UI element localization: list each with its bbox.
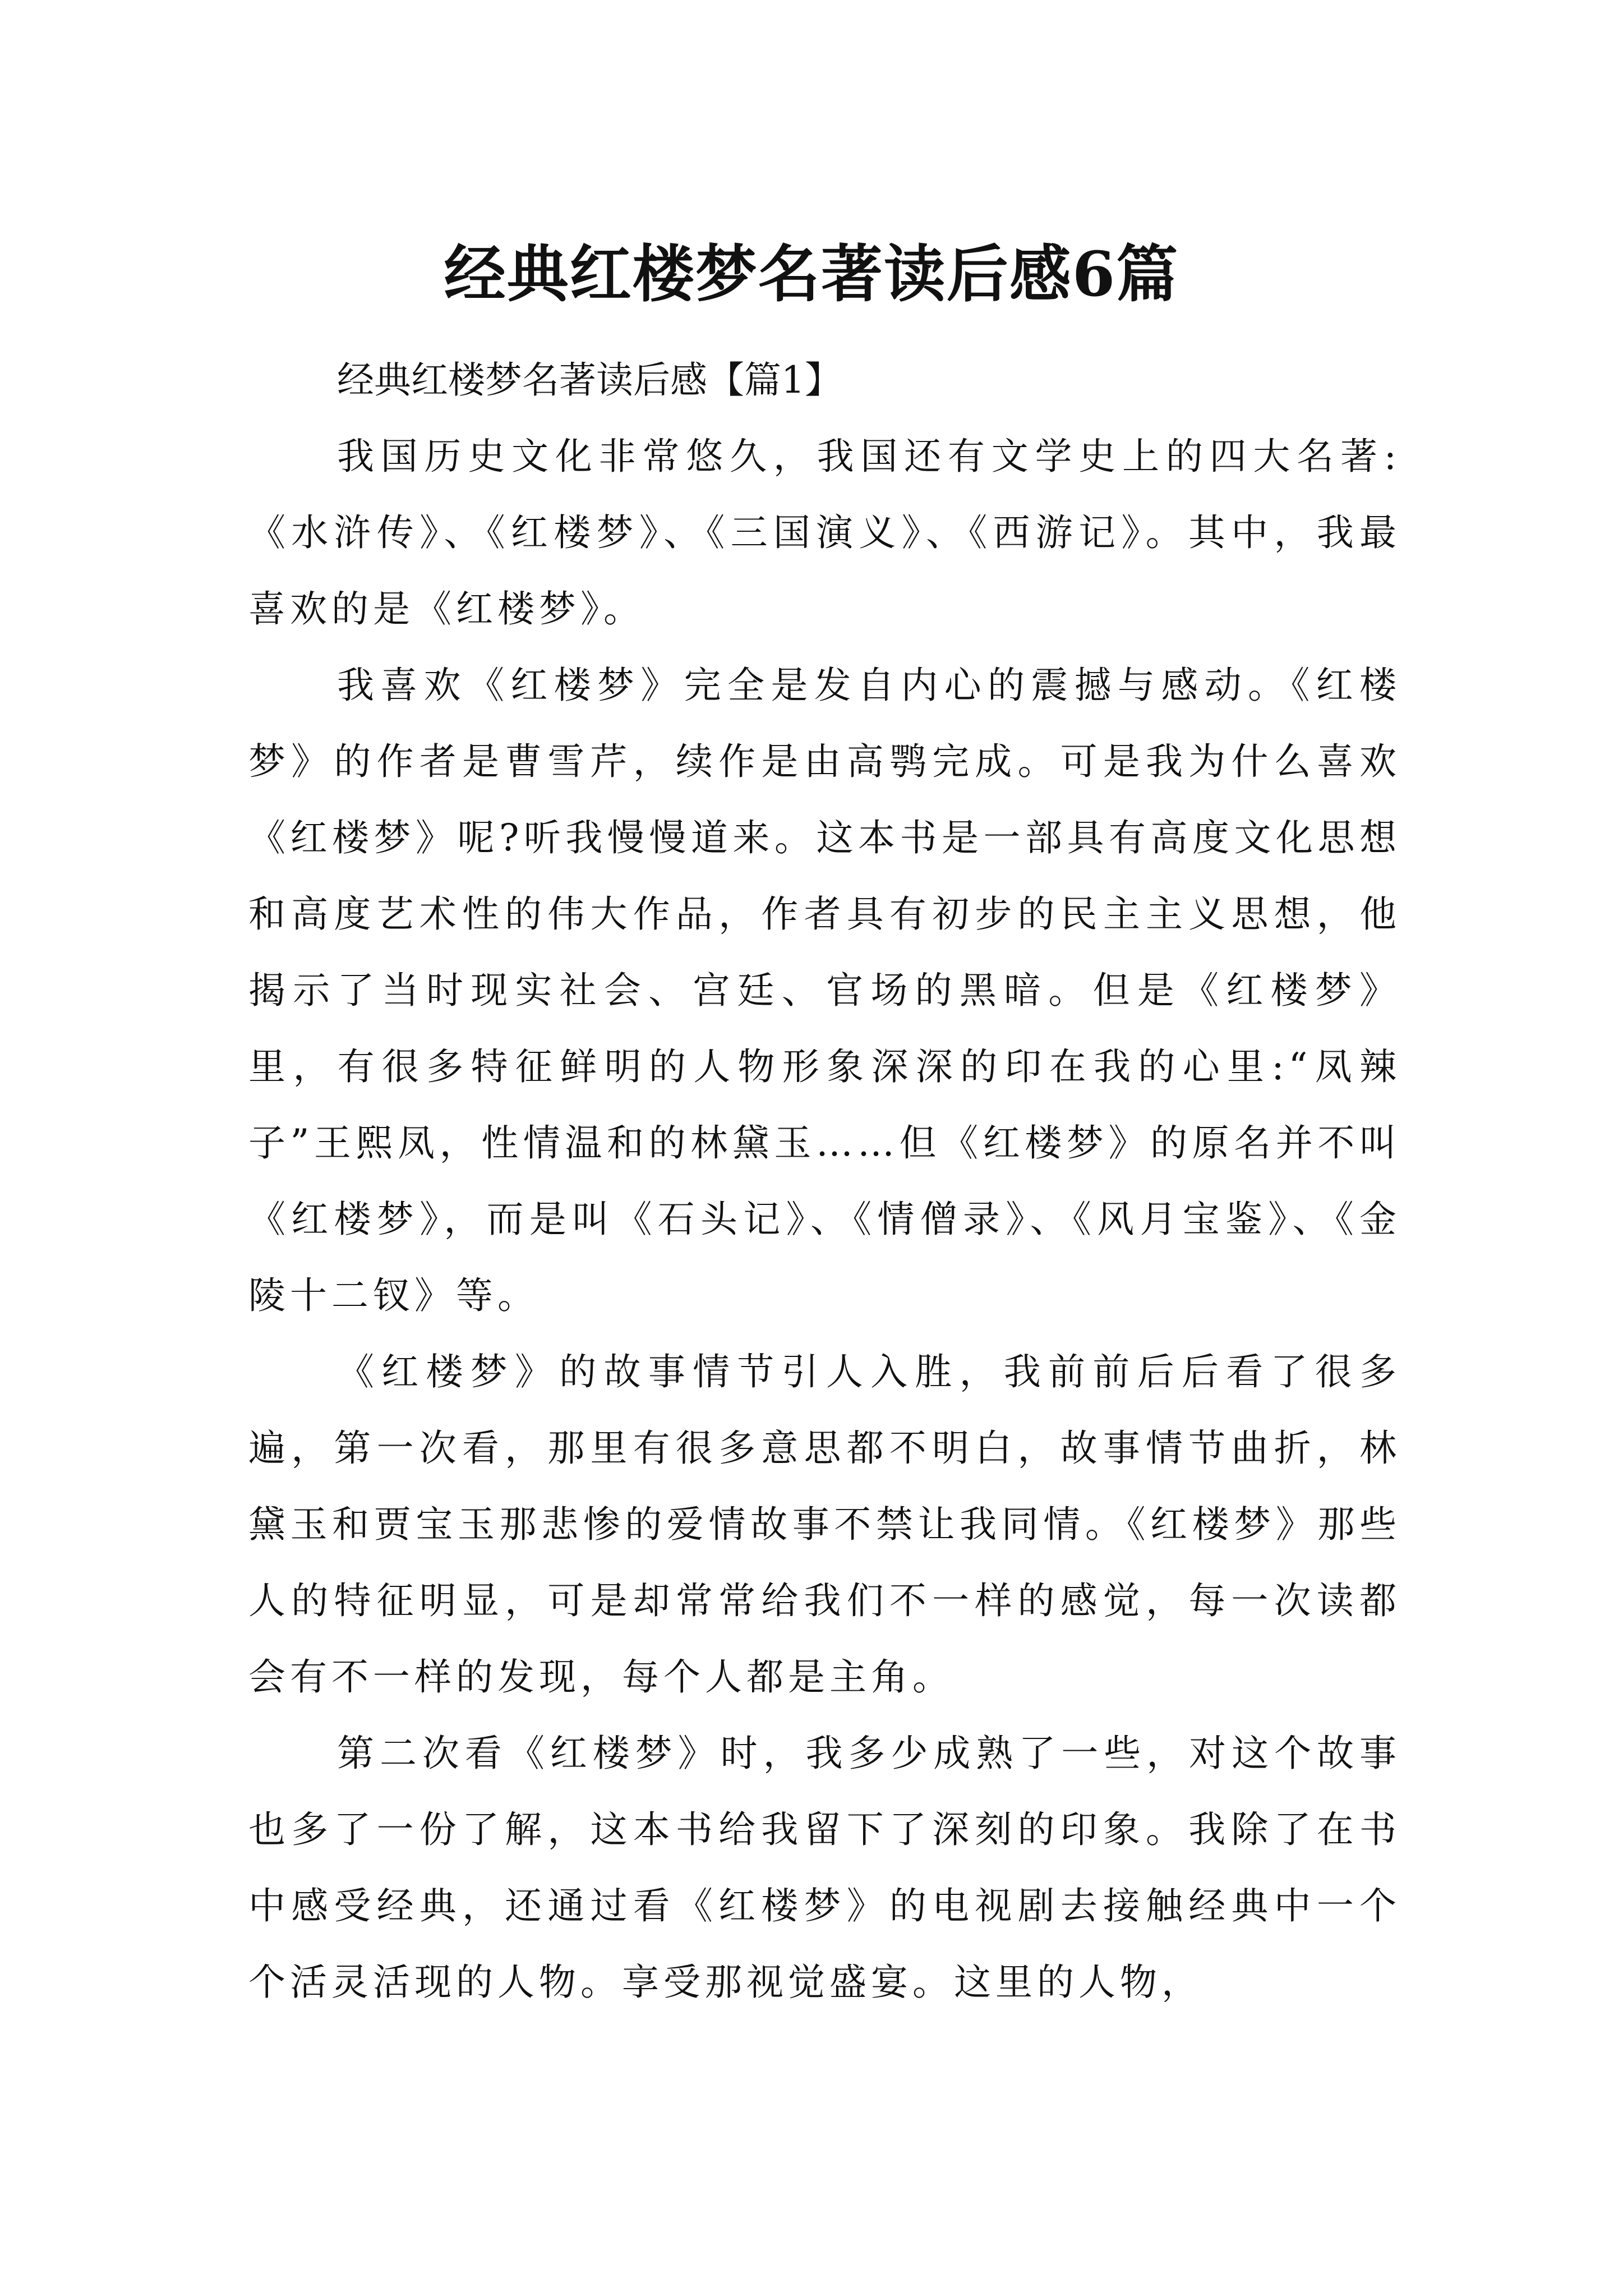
document-body xyxy=(248,342,1401,2021)
paragraph-2: 我喜欢《红楼梦》完全是发自内心的震撼与感动。《红楼梦》的作者是曹雪芹，续作是由高鹗完成。可是我为什么喜欢《红楼梦》呢?听我慢慢道来。这本书是一部具有高度文化思想和高度艺术性的伟大作品，作者具有初步的民主主义思想，他揭示了当时现实社会、宫廷、官场的黑暗。但是《红楼梦》里，有很多特征鲜明的人物形象深深的印在我的心里:“凤辣子”王熙凤，性情温和的林黛玉……但《红楼梦》的原名并不叫《红楼梦》，而是叫《石头记》、《情僧录》、《风月宝鉴》、《金陵十二钗》等。 xyxy=(248,664,1401,1317)
paragraph-1: 我国历史文化非常悠久，我国还有文学史上的四大名著:《水浒传》、《红楼梦》、《三国演义》、《西游记》。其中，我最喜欢的是《红楼梦》。 xyxy=(248,435,1401,631)
paragraph-4: 第二次看《红楼梦》时，我多少成熟了一些，对这个故事也多了一份了解，这本书给我留下了深刻的印象。我除了在书中感受经典，还通过看《红楼梦》的电视剧去接触经典中一个个活灵活现的人物。享受那视觉盛宴。这里的人物， xyxy=(248,1732,1401,2004)
paragraph-3: 《红楼梦》的故事情节引人入胜，我前前后后看了很多遍，第一次看，那里有很多意思都不明白，故事情节曲折，林黛玉和贾宝玉那悲惨的爱情故事不禁让我同情。《红楼梦》那些人的特征明显，可是却常常给我们不一样的感觉，每一次读都会有不一样的发现，每个人都是主角。 xyxy=(248,1350,1401,1699)
section-heading: 经典红楼梦名著读后感【篇1】 xyxy=(337,358,842,402)
document-title: 经典红楼梦名著读后感6篇 xyxy=(444,237,1179,310)
